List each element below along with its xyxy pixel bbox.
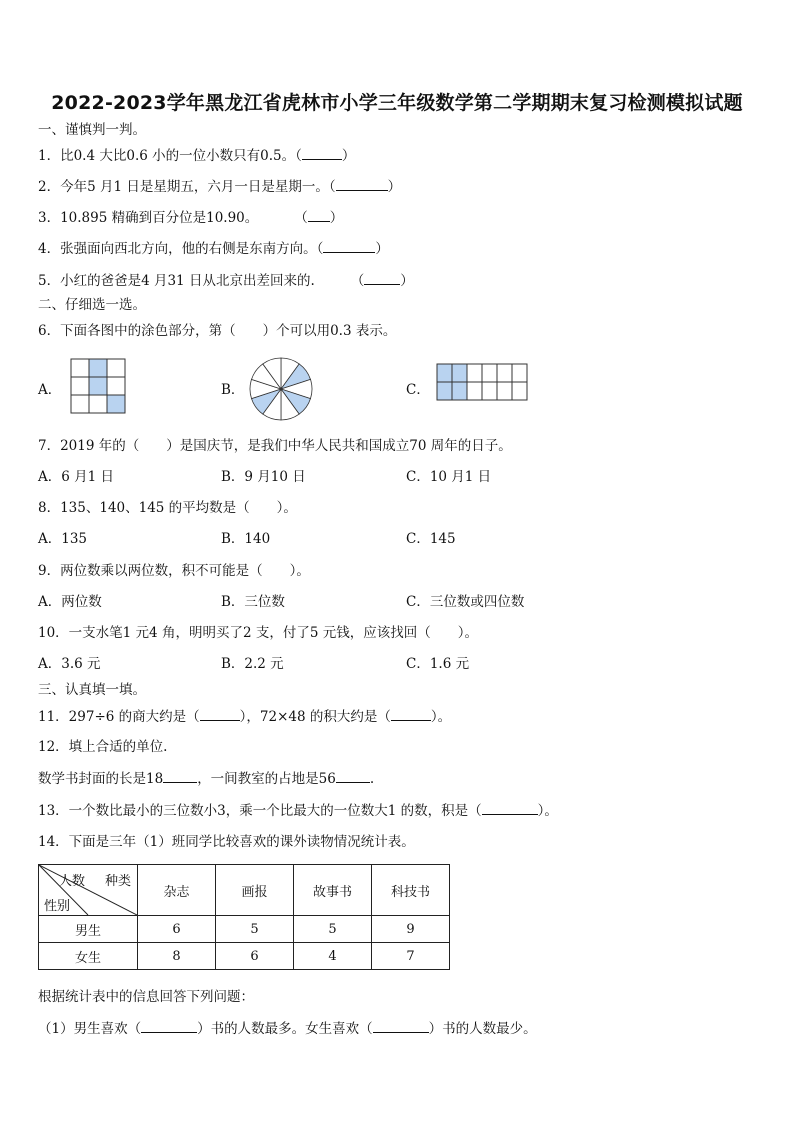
- corner-label-count: 人数: [59, 874, 86, 889]
- answer-blank[interactable]: [364, 271, 400, 285]
- question-1-text: 1．比0.4 大比0.6 小的一位小数只有0.5。（: [38, 148, 302, 164]
- question-14-prompt: 根据统计表中的信息回答下列问题：: [38, 989, 254, 1005]
- table-row: [39, 943, 450, 970]
- question-4-text: 4．张强面向西北方向，他的右侧是东南方向。（: [38, 241, 324, 257]
- answer-blank[interactable]: [200, 707, 240, 721]
- option-c-label[interactable]: C．: [406, 382, 430, 398]
- paren-close: ）。: [537, 803, 558, 819]
- question-11-text-b: ），72×48 的积大约是（: [239, 709, 391, 725]
- paren-open: （: [294, 210, 308, 226]
- question-9-option-b[interactable]: B．三位数: [221, 594, 285, 610]
- section-heading-2: 二、仔细选一选。: [38, 297, 146, 313]
- question-10-text: 10．一支水笔1 元4 角，明明买了2 支，付了5 元钱，应该找回（ ）。: [38, 625, 478, 641]
- section-heading-3: 三、认真填一填。: [38, 682, 146, 698]
- answer-blank[interactable]: [141, 1019, 197, 1033]
- table-row-label: 女生: [39, 943, 138, 970]
- table-corner-cell: [39, 865, 138, 916]
- table-header-row: [39, 865, 450, 916]
- question-3: [38, 208, 343, 227]
- paren-close: ）: [329, 210, 344, 226]
- table-header-cell: 科技书: [372, 865, 450, 916]
- paren-open: （: [350, 273, 365, 289]
- question-2-text: 2．今年5 月1 日是星期五，六月一日是星期一。（: [38, 179, 336, 195]
- question-13-text: 13．一个数比最小的三位数小3，乘一个比最大的一位数大1 的数，积是（: [38, 803, 482, 819]
- grid-cell: [71, 395, 89, 413]
- question-5: [38, 271, 414, 290]
- question-12-sub-a: 数学书封面的长是18: [38, 771, 164, 787]
- grid-cell: [89, 395, 107, 413]
- paren-close: ）: [341, 148, 356, 164]
- paren-close: ）: [387, 179, 402, 195]
- table-header-cell: 故事书: [294, 865, 372, 916]
- shaded-circle-figure: [248, 356, 314, 422]
- question-1: [38, 146, 355, 165]
- question-7-option-b[interactable]: B．9 月10 日: [221, 469, 306, 485]
- table-header-cell: 杂志: [138, 865, 216, 916]
- section-heading-1: 一、谨慎判一判。: [38, 122, 146, 138]
- question-10-option-b[interactable]: B．2.2 元: [221, 656, 284, 672]
- answer-blank[interactable]: [163, 769, 197, 783]
- question-8-option-b[interactable]: B．140: [221, 531, 271, 547]
- answer-blank[interactable]: [308, 208, 330, 222]
- grid-cell: [107, 377, 125, 395]
- grid-cell-shaded: [107, 395, 125, 413]
- question-14-sub-1-end: ）书的人数最少。: [428, 1021, 537, 1037]
- paren-close: ）: [400, 273, 414, 289]
- grid-cell-shaded: [89, 359, 107, 377]
- question-11: [38, 707, 451, 726]
- question-8-text: 8．135、140、145 的平均数是（ ）。: [38, 500, 297, 516]
- question-9-text: 9．两位数乘以两位数，积不可能是（ ）。: [38, 563, 310, 579]
- paren-close: ）: [375, 241, 389, 257]
- table-cell: 9: [372, 916, 450, 943]
- table-cell: 7: [372, 943, 450, 970]
- shaded-rectangle-figure: [436, 360, 528, 412]
- question-14-sub-1-b: ）书的人数最多。女生喜欢（: [197, 1021, 373, 1037]
- paren-close: ）。: [430, 709, 452, 725]
- question-9-option-a[interactable]: A．两位数: [38, 594, 102, 610]
- question-5-text: 5．小红的爸爸是4 月31 日从北京出差回来的.: [38, 273, 315, 289]
- question-14-sub-1-a: （1）男生喜欢（: [38, 1021, 142, 1037]
- question-7-text: 7．2019 年的（ ）是国庆节，是我们中华人民共和国成立70 周年的日子。: [38, 438, 512, 454]
- question-3-text: 3．10.895 精确到百分位是10.90。: [38, 210, 259, 226]
- question-6-text: 6．下面各图中的涂色部分，第（ ）个可以用0.3 表示。: [38, 323, 397, 339]
- table-cell: 6: [138, 916, 216, 943]
- question-9-option-c[interactable]: C．三位数或四位数: [406, 594, 525, 610]
- table-cell: 5: [294, 916, 372, 943]
- answer-blank[interactable]: [482, 801, 538, 815]
- question-7-option-a[interactable]: A．6 月1 日: [38, 469, 115, 485]
- table-cell: 5: [216, 916, 294, 943]
- answer-blank[interactable]: [336, 177, 388, 191]
- page-title: 2022-2023学年黑龙江省虎林市小学三年级数学第二学期期末复习检测模拟试题: [51, 92, 743, 114]
- table-cell: 4: [294, 943, 372, 970]
- question-13: [38, 801, 558, 820]
- question-14-sub-1: [38, 1019, 537, 1038]
- corner-label-gender: 性别: [44, 899, 71, 914]
- question-2: [38, 177, 401, 196]
- option-a-label[interactable]: A．: [38, 382, 62, 398]
- question-8-option-c[interactable]: C．145: [406, 531, 456, 547]
- statistics-table: [38, 864, 450, 970]
- answer-blank[interactable]: [336, 769, 370, 783]
- table-header-cell: 画报: [216, 865, 294, 916]
- question-4: [38, 239, 389, 258]
- question-14-text: 14．下面是三年（1）班同学比较喜欢的课外读物情况统计表。: [38, 834, 415, 850]
- option-b-label[interactable]: B．: [221, 382, 245, 398]
- corner-label-type: 种类: [105, 874, 132, 889]
- table-row-label: 男生: [39, 916, 138, 943]
- grid-cell: [107, 359, 125, 377]
- table-cell: 8: [138, 943, 216, 970]
- question-8-option-a[interactable]: A．135: [38, 531, 88, 547]
- question-12-sub: [38, 769, 374, 788]
- question-12-text: 12．填上合适的单位.: [38, 739, 168, 755]
- answer-blank[interactable]: [373, 1019, 429, 1033]
- shaded-grid-figure: [70, 358, 126, 414]
- question-7-option-c[interactable]: C．10 月1 日: [406, 469, 492, 485]
- question-12-sub-b: ，一间教室的占地是56: [197, 771, 336, 787]
- table-cell: 6: [216, 943, 294, 970]
- question-10-option-a[interactable]: A．3.6 元: [38, 656, 101, 672]
- period: .: [369, 771, 375, 787]
- grid-cell: [71, 359, 89, 377]
- question-11-text-a: 11．297÷6 的商大约是（: [38, 709, 200, 725]
- table-row: [39, 916, 450, 943]
- answer-blank[interactable]: [323, 239, 375, 253]
- answer-blank[interactable]: [302, 146, 342, 160]
- answer-blank[interactable]: [391, 707, 431, 721]
- question-10-option-c[interactable]: C．1.6 元: [406, 656, 470, 672]
- grid-cell-shaded: [89, 377, 107, 395]
- grid-cell: [71, 377, 89, 395]
